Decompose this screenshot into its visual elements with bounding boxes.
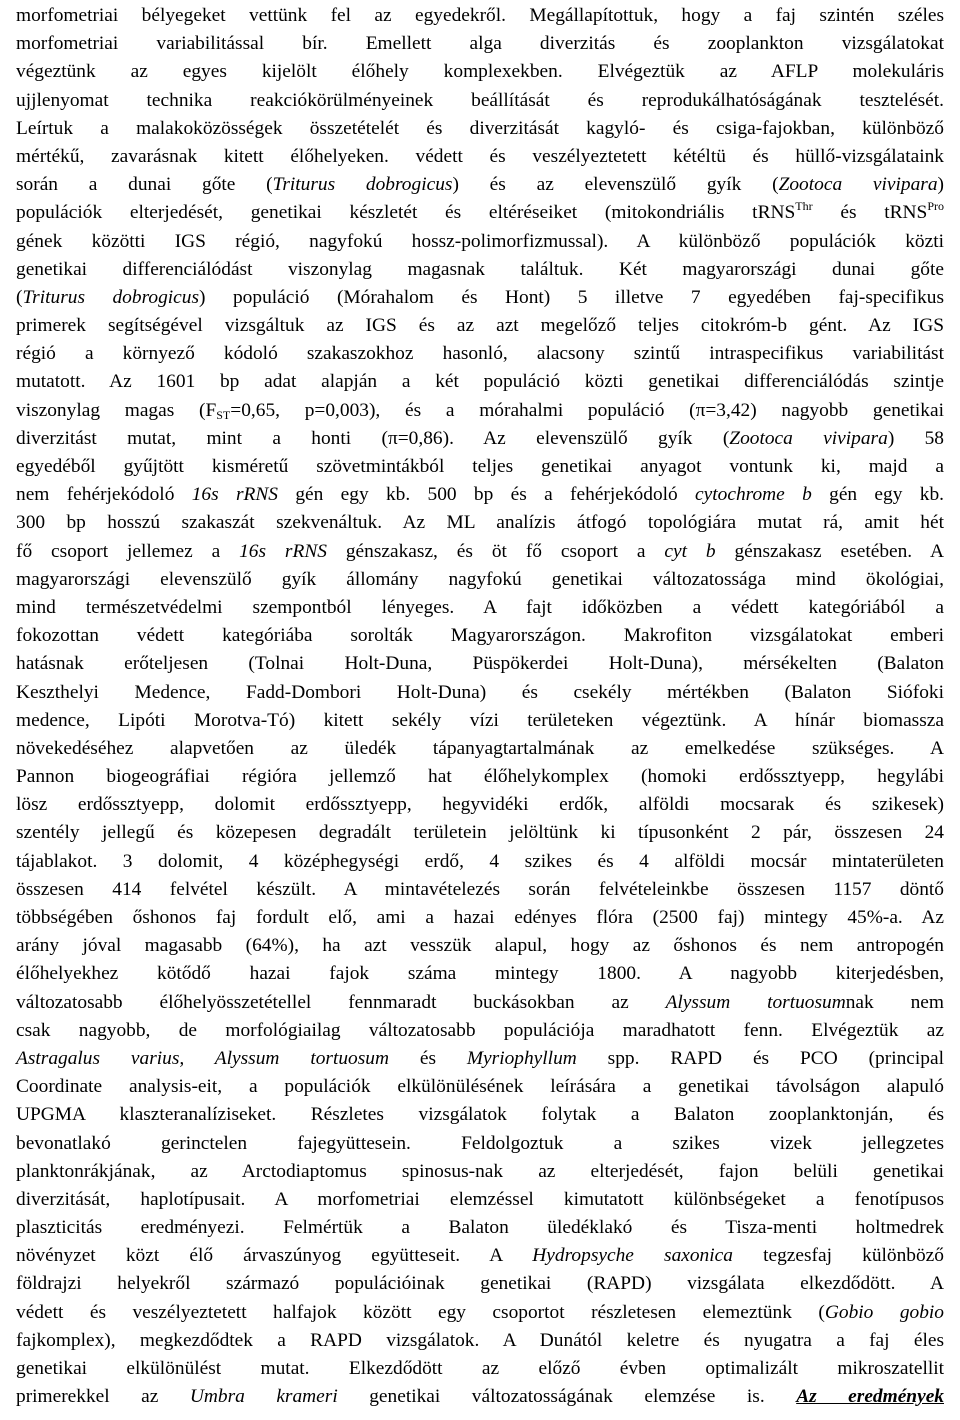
text-line: védett és veszélyeztetett halfajok között egy csoportot részletesen elemeztünk (Gobio gobio (16, 1301, 944, 1323)
text-line: plaszticitás eredményezi. Felmértük a Balaton üledéklakó és Tisza-menti holtmedrek (16, 1217, 944, 1239)
text-line: diverzitását, haplotípusait. A morfometriai elemzéssel kimutatott különbségeket a fenotípusos (16, 1188, 944, 1210)
text-line: Leírtuk a malakoközösségek összetételét és diverzitását kagyló- és csiga-fajokban, különböző (16, 117, 944, 139)
text-line: arány jóval magasabb (64%), ha azt vesszük alapul, hogy az őshonos és nem antropogén (16, 935, 944, 957)
text-line: viszonylag magas ($F_{ST}=0,65$, p=0,003), és a mórahalmi populáció (π=3,42) nagyobb genetikai (16, 399, 944, 422)
text-line: genetikai differenciálódást viszonylag magasnak találtuk. Két magyarországi dunai gőte (16, 258, 944, 280)
text-line: morfometriai variabilitással bír. Emellett alga diverzitás és zooplankton vizsgálatokat (16, 33, 944, 55)
text-line: növekedéséhez alapvetően az üledék tápanyagtartalmának az emelkedése szükséges. A (16, 737, 944, 759)
text-line: hatásnak erőteljesen (Tolnai Holt-Duna, Püspökerdei Holt-Duna), mérsékelten (Balaton (16, 653, 944, 675)
text-line: növényzet közt élő árvaszúnyog együtteseit. A Hydropsyche saxonica tegzesfaj különböző (16, 1245, 944, 1267)
text-line: nem fehérjekódoló 16s rRNS gén egy kb. 500 bp és a fehérjekódoló cytochrome b gén egy kb. (16, 484, 944, 506)
text-line: összesen 414 felvétel készült. A mintavételezés során felvételeinkbe összesen 1157 döntő (16, 878, 944, 900)
text-line: (Triturus dobrogicus) populáció (Mórahalom és Hont) 5 illetve 7 egyedében faj-specifikus (16, 286, 945, 308)
text-line: fajkomplex), megkezdődtek a RAPD vizsgálatok. A Dunától keletre és nyugatra a faj éles (16, 1329, 944, 1351)
text-line: többségében őshonos faj fordult elő, ami a hazai edényes flóra (2500 faj) mintegy 45%-a. Az (16, 907, 944, 928)
text-line: mutatott. Az 1601 bp adat alapján a két populáció közti genetikai differenciálódás szintje (16, 371, 944, 393)
text-line: Astragalus varius, Alyssum tortuosum és Myriophyllum spp. RAPD és PCO (principal (16, 1047, 944, 1069)
body-paragraph (16, 2, 944, 1411)
text-line: medence, Lipóti Morotva-Tó) kitett sekély vízi területeken végeztünk. A hínár biomassza (16, 709, 944, 731)
text-line: tájablakot. 3 dolomit, 4 középhegységi erdő, 4 szikes és 4 alföldi mocsár mintaterületen (16, 850, 944, 872)
text-line: élőhelyekhez kötődő hazai fajok száma mintegy 1800. A nagyobb kiterjedésben, (16, 963, 944, 985)
text-line: Keszthelyi Medence, Fadd-Dombori Holt-Duna) és csekély mértékben (Balaton Siófoki (16, 681, 944, 703)
text-line: fokozottan védett kategóriába sorolták Magyarországon. Makrofiton vizsgálatokat emberi (16, 625, 944, 647)
text-line: fő csoport jellemez a 16s rRNS génszakasz, és öt fő csoport a cyt b génszakasz esetében. A (16, 540, 944, 562)
text-line: populációk elterjedését, genetikai készletét és eltéréseiket (mitokondriális tRNS$^{Thr}$ és tRNS$^{Pro}$ (16, 199, 944, 224)
text-line: gének közötti IGS régió, nagyfokú hossz-polimorfizmussal). A különböző populációk közti (16, 230, 944, 252)
text-line: változatosabb élőhelyösszetétellel fennmaradt buckásokban az Alyssum tortuosumnak nem (16, 991, 944, 1013)
text-line: mértékű, zavarásnak kitett élőhelyeken. védett és veszélyeztetett kétéltü és hüllő-vizsgálataink (16, 145, 944, 167)
text-line: lösz erdőssztyepp, dolomit erdőssztyepp, hegyvidéki erdők, alföldi mocsarak és szikesek) (16, 794, 944, 816)
text-line: planktonrákjának, az Arctodiaptomus spinosus-nak az elterjedését, fajon belüli genetikai (16, 1160, 944, 1182)
text-line: végeztünk az egyes kijelölt élőhely komplexekben. Elvégeztük az AFLP molekuláris (16, 61, 944, 83)
text-line: földrajzi helyekről származó populációinak genetikai (RAPD) vizsgálata elkezdődött. A (16, 1273, 944, 1295)
text-line: során a dunai gőte (Triturus dobrogicus) és az elevenszülő gyík (Zootoca vivipara) (16, 174, 944, 196)
text-line: szentély jellegű és közepesen degradált területein jelöltünk ki típusonként 2 pár, összesen 24 (16, 822, 944, 844)
text-line: 300 bp hosszú szakaszát szekvenáltuk. Az ML analízis átfogó topológiára mutat rá, amit hét (16, 512, 944, 534)
text-line: bevonatlakó gerinctelen fajegyüttesein. Feldolgoztuk a szikes vizek jellegzetes (16, 1132, 944, 1154)
text-line: Pannon biogeográfiai régióra jellemző hat élőhelykomplex (homoki erdőssztyepp, hegylábi (16, 766, 944, 788)
text-line: csak nagyobb, de morfológiailag változatosabb populációja maradhatott fenn. Elvégeztük az (16, 1019, 944, 1041)
text-line: morfometriai bélyegeket vettünk fel az egyedekről. Megállapítottuk, hogy a faj szintén széles (16, 5, 944, 26)
text-line: genetikai elkülönülést mutat. Elkezdődött az előző évben optimalizált mikroszatellit (16, 1358, 944, 1379)
text-line: diverzitást mutat, mint a honti (π=0,86). Az elevenszülő gyík (Zootoca vivipara) 58 (16, 427, 945, 449)
text-line: primerek segítségével vizsgáltuk az IGS és az azt megelőző teljes citokróm-b gént. Az IGS (16, 315, 944, 337)
text-line: régió a környező kódoló szakaszokhoz hasonló, alacsony szintű intraspecifikus variabilitást (16, 343, 944, 365)
text-line: ujjlenyomat technika reakciókörülményeinek beállítását és reprodukálhatóságának tesztelését. (16, 89, 944, 111)
text-line: UPGMA klaszteranalíziseket. Részletes vizsgálatok folytak a Balaton zooplanktonján, és (16, 1104, 944, 1126)
text-line: mind természetvédelmi szempontból lényeges. A fajt időközben a védett kategóriából a (16, 596, 944, 618)
text-line: Coordinate analysis-eit, a populációk elkülönülésének leírására a genetikai távolságon alapuló (16, 1076, 944, 1098)
text-line: primerekkel az Umbra krameri genetikai változatosságának elemzése is. Az eredmények (16, 1386, 944, 1408)
text-line: magyarországi elevenszülő gyík állomány nagyfokú genetikai változatossága mind ökológiai, (16, 568, 944, 590)
text-line: egyedéből gyűjtött kisméretű szövetmintákból teljes genetikai anyagot vontunk ki, majd a (16, 456, 944, 477)
